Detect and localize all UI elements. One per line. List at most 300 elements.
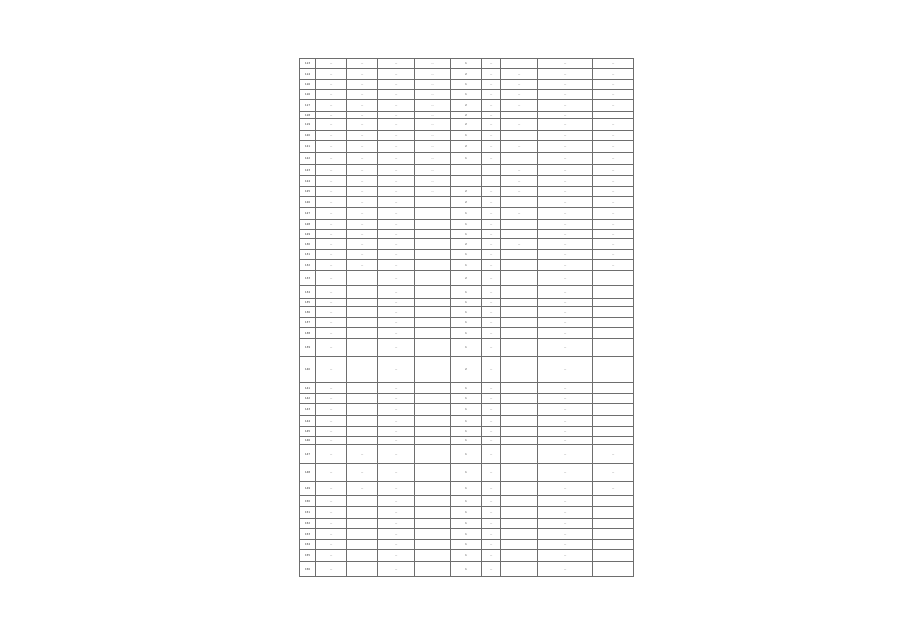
table-cell: [415, 328, 451, 339]
table-cell: 1: [451, 131, 482, 141]
table-cell: …: [378, 112, 415, 119]
row-number-cell: 133: [300, 271, 316, 286]
row-number-cell: 119: [300, 119, 316, 131]
table-cell: …: [347, 250, 378, 260]
table-cell: [415, 239, 451, 250]
row-number-cell: 129: [300, 230, 316, 239]
table-cell: …: [593, 239, 634, 250]
table-cell: …: [538, 394, 593, 404]
table-cell: 1: [451, 496, 482, 507]
row-number-cell: 139: [300, 339, 316, 357]
table-cell: [415, 394, 451, 404]
table-cell: …: [316, 394, 347, 404]
table-row: [300, 445, 634, 464]
table-cell: [415, 529, 451, 540]
table-cell: …: [316, 383, 347, 394]
table-cell: [593, 496, 634, 507]
table-cell: [501, 112, 538, 119]
table-cell: …: [538, 100, 593, 112]
table-cell: [501, 260, 538, 271]
table-row: [300, 286, 634, 299]
table-cell: …: [482, 80, 501, 90]
table-cell: [593, 507, 634, 519]
table-cell: …: [482, 357, 501, 383]
table-cell: …: [378, 80, 415, 90]
table-cell: [593, 562, 634, 577]
table-cell: 2: [451, 141, 482, 153]
table-cell: [593, 112, 634, 119]
table-cell: 1: [451, 427, 482, 437]
table-cell: …: [378, 404, 415, 416]
table-row: [300, 437, 634, 445]
table-cell: [415, 230, 451, 239]
table-row: [300, 507, 634, 519]
table-cell: …: [378, 540, 415, 550]
table-cell: …: [538, 416, 593, 427]
table-cell: [347, 519, 378, 529]
table-cell: …: [378, 197, 415, 208]
table-cell: [593, 271, 634, 286]
table-cell: …: [482, 187, 501, 197]
table-cell: 2: [451, 187, 482, 197]
row-number-cell: 114: [300, 69, 316, 80]
table-cell: …: [538, 141, 593, 153]
table-cell: …: [378, 165, 415, 176]
table-cell: …: [538, 507, 593, 519]
table-cell: …: [501, 141, 538, 153]
table-cell: [501, 197, 538, 208]
table-cell: …: [316, 550, 347, 562]
table-cell: …: [347, 482, 378, 496]
table-cell: …: [378, 220, 415, 230]
table-cell: …: [347, 100, 378, 112]
table-row: [300, 250, 634, 260]
table-row: [300, 562, 634, 577]
table-cell: …: [415, 100, 451, 112]
row-number-cell: 147: [300, 445, 316, 464]
table-cell: …: [482, 416, 501, 427]
table-cell: [347, 307, 378, 318]
table-cell: …: [378, 394, 415, 404]
table-cell: [501, 496, 538, 507]
table-cell: …: [316, 540, 347, 550]
table-cell: [501, 394, 538, 404]
table-cell: …: [538, 529, 593, 540]
table-cell: …: [482, 260, 501, 271]
table-cell: [501, 131, 538, 141]
table-cell: [501, 550, 538, 562]
table-cell: [501, 299, 538, 307]
table-cell: …: [378, 416, 415, 427]
row-number-cell: 152: [300, 519, 316, 529]
table-cell: …: [316, 59, 347, 69]
row-number-cell: 150: [300, 496, 316, 507]
table-cell: …: [482, 250, 501, 260]
table-row: [300, 69, 634, 80]
table-cell: …: [538, 299, 593, 307]
table-row: [300, 230, 634, 239]
table-row: [300, 307, 634, 318]
table-cell: [347, 540, 378, 550]
table-row: [300, 357, 634, 383]
table-cell: 1: [451, 59, 482, 69]
table-cell: [501, 153, 538, 165]
table-cell: [415, 437, 451, 445]
table-cell: [501, 445, 538, 464]
table-cell: …: [378, 208, 415, 220]
document-page: [299, 58, 615, 580]
table-cell: …: [482, 286, 501, 299]
table-body: [300, 59, 634, 577]
table-cell: …: [501, 176, 538, 187]
table-cell: …: [378, 339, 415, 357]
table-cell: …: [316, 286, 347, 299]
table-row: [300, 90, 634, 100]
table-cell: [415, 519, 451, 529]
table-cell: …: [538, 220, 593, 230]
table-row: [300, 394, 634, 404]
table-cell: 2: [451, 357, 482, 383]
table-cell: …: [378, 307, 415, 318]
table-cell: [415, 250, 451, 260]
table-cell: …: [593, 141, 634, 153]
table-cell: …: [347, 208, 378, 220]
table-row: [300, 187, 634, 197]
table-cell: …: [347, 176, 378, 187]
table-cell: 1: [451, 250, 482, 260]
table-cell: [593, 394, 634, 404]
table-row: [300, 299, 634, 307]
table-cell: 1: [451, 230, 482, 239]
table-cell: …: [482, 394, 501, 404]
table-cell: …: [347, 90, 378, 100]
table-cell: [593, 339, 634, 357]
row-number-cell: 148: [300, 464, 316, 482]
table-cell: …: [347, 197, 378, 208]
table-cell: [593, 437, 634, 445]
table-cell: …: [378, 328, 415, 339]
table-cell: [415, 339, 451, 357]
table-cell: …: [378, 59, 415, 69]
table-cell: …: [538, 250, 593, 260]
table-cell: …: [482, 100, 501, 112]
table-cell: …: [316, 141, 347, 153]
row-number-cell: 154: [300, 540, 316, 550]
table-cell: [347, 286, 378, 299]
table-cell: …: [316, 507, 347, 519]
table-cell: [593, 357, 634, 383]
table-cell: …: [538, 550, 593, 562]
table-cell: …: [482, 131, 501, 141]
table-cell: [347, 383, 378, 394]
table-cell: …: [538, 318, 593, 328]
table-cell: [501, 482, 538, 496]
table-cell: …: [482, 496, 501, 507]
table-cell: …: [316, 496, 347, 507]
table-cell: …: [482, 271, 501, 286]
table-cell: …: [482, 119, 501, 131]
table-cell: [501, 464, 538, 482]
table-cell: …: [593, 230, 634, 239]
table-cell: …: [347, 187, 378, 197]
table-cell: [593, 307, 634, 318]
table-cell: …: [538, 176, 593, 187]
row-number-cell: 128: [300, 220, 316, 230]
table-cell: [347, 427, 378, 437]
table-cell: …: [593, 197, 634, 208]
row-number-cell: 116: [300, 80, 316, 90]
row-number-cell: 123: [300, 165, 316, 176]
table-cell: …: [593, 187, 634, 197]
table-cell: …: [538, 90, 593, 100]
table-cell: …: [538, 562, 593, 577]
table-cell: …: [378, 482, 415, 496]
table-cell: …: [482, 220, 501, 230]
table-cell: …: [538, 383, 593, 394]
table-cell: …: [316, 339, 347, 357]
table-cell: …: [538, 131, 593, 141]
table-cell: [501, 529, 538, 540]
table-cell: …: [415, 187, 451, 197]
table-cell: [415, 260, 451, 271]
table-cell: …: [378, 318, 415, 328]
table-cell: …: [316, 328, 347, 339]
row-number-cell: 137: [300, 318, 316, 328]
table-cell: …: [378, 550, 415, 562]
row-number-cell: 149: [300, 482, 316, 496]
table-cell: [415, 427, 451, 437]
table-cell: …: [538, 59, 593, 69]
table-cell: [415, 562, 451, 577]
table-cell: [347, 507, 378, 519]
table-cell: …: [347, 165, 378, 176]
table-cell: 2: [451, 271, 482, 286]
table-cell: [501, 271, 538, 286]
table-cell: …: [482, 69, 501, 80]
table-cell: …: [316, 197, 347, 208]
table-cell: …: [347, 230, 378, 239]
table-cell: …: [501, 80, 538, 90]
table-cell: [501, 286, 538, 299]
table-cell: …: [482, 141, 501, 153]
row-number-cell: 138: [300, 328, 316, 339]
table-cell: [415, 208, 451, 220]
table-cell: [415, 286, 451, 299]
table-cell: …: [316, 307, 347, 318]
table-cell: [415, 416, 451, 427]
table-row: [300, 416, 634, 427]
row-number-cell: 113: [300, 59, 316, 69]
table-cell: 1: [451, 208, 482, 220]
table-cell: …: [482, 112, 501, 119]
table-cell: …: [593, 165, 634, 176]
table-cell: …: [378, 562, 415, 577]
table-cell: [347, 437, 378, 445]
table-cell: …: [378, 464, 415, 482]
row-number-cell: 155: [300, 550, 316, 562]
row-number-cell: 140: [300, 357, 316, 383]
table-cell: 1: [451, 519, 482, 529]
row-number-cell: 141: [300, 383, 316, 394]
row-number-cell: 117: [300, 100, 316, 112]
table-cell: …: [538, 339, 593, 357]
table-cell: [501, 328, 538, 339]
table-cell: …: [316, 90, 347, 100]
table-cell: …: [482, 197, 501, 208]
table-cell: [415, 197, 451, 208]
row-number-cell: 143: [300, 404, 316, 416]
table-cell: [593, 540, 634, 550]
table-cell: …: [378, 119, 415, 131]
table-cell: …: [347, 141, 378, 153]
table-cell: …: [378, 445, 415, 464]
table-cell: …: [482, 208, 501, 220]
table-row: [300, 80, 634, 90]
table-cell: …: [593, 119, 634, 131]
table-cell: …: [482, 519, 501, 529]
table-row: [300, 464, 634, 482]
table-cell: 1: [451, 445, 482, 464]
table-row: [300, 427, 634, 437]
table-cell: …: [415, 131, 451, 141]
row-number-cell: 126: [300, 197, 316, 208]
table-cell: 1: [451, 437, 482, 445]
table-cell: …: [316, 100, 347, 112]
table-cell: …: [378, 299, 415, 307]
table-cell: …: [593, 176, 634, 187]
table-cell: …: [316, 318, 347, 328]
table-cell: [482, 165, 501, 176]
table-cell: …: [316, 230, 347, 239]
table-cell: 1: [451, 416, 482, 427]
table-cell: …: [538, 496, 593, 507]
table-cell: [593, 328, 634, 339]
table-cell: …: [593, 90, 634, 100]
table-cell: 1: [451, 540, 482, 550]
table-cell: …: [482, 562, 501, 577]
table-cell: …: [347, 239, 378, 250]
table-cell: 1: [451, 90, 482, 100]
table-cell: …: [482, 445, 501, 464]
table-cell: …: [538, 239, 593, 250]
table-cell: …: [482, 383, 501, 394]
table-cell: [501, 220, 538, 230]
table-cell: [501, 318, 538, 328]
table-cell: 2: [451, 197, 482, 208]
row-number-cell: 145: [300, 427, 316, 437]
table-cell: [347, 416, 378, 427]
table-row: [300, 404, 634, 416]
table-cell: …: [501, 187, 538, 197]
table-cell: 1: [451, 529, 482, 540]
table-cell: …: [593, 80, 634, 90]
table-cell: [415, 318, 451, 328]
table-cell: …: [378, 496, 415, 507]
table-cell: [415, 271, 451, 286]
table-cell: …: [316, 112, 347, 119]
row-number-cell: 127: [300, 208, 316, 220]
row-number-cell: 156: [300, 562, 316, 577]
table-cell: 1: [451, 339, 482, 357]
row-number-cell: 121: [300, 141, 316, 153]
table-cell: 1: [451, 394, 482, 404]
table-cell: …: [538, 80, 593, 90]
table-cell: …: [501, 69, 538, 80]
table-cell: [415, 307, 451, 318]
table-cell: …: [347, 59, 378, 69]
table-cell: [593, 519, 634, 529]
row-number-cell: 135: [300, 299, 316, 307]
table-row: [300, 271, 634, 286]
table-row: [300, 519, 634, 529]
table-cell: …: [538, 165, 593, 176]
table-row: [300, 59, 634, 69]
row-number-cell: 132: [300, 260, 316, 271]
table-cell: [593, 550, 634, 562]
table-row: [300, 153, 634, 165]
table-cell: …: [378, 507, 415, 519]
table-cell: …: [482, 529, 501, 540]
table-cell: [347, 562, 378, 577]
table-cell: …: [415, 80, 451, 90]
table-cell: [415, 496, 451, 507]
table-row: [300, 100, 634, 112]
table-row: [300, 540, 634, 550]
table-cell: 1: [451, 220, 482, 230]
table-cell: …: [316, 220, 347, 230]
table-cell: …: [482, 464, 501, 482]
table-cell: [501, 540, 538, 550]
table-cell: …: [501, 165, 538, 176]
table-cell: 2: [451, 69, 482, 80]
table-cell: …: [316, 260, 347, 271]
table-cell: …: [482, 153, 501, 165]
table-row: [300, 339, 634, 357]
table-cell: 1: [451, 318, 482, 328]
table-cell: …: [501, 119, 538, 131]
table-cell: 1: [451, 307, 482, 318]
table-cell: …: [347, 464, 378, 482]
table-cell: [415, 357, 451, 383]
table-cell: …: [347, 131, 378, 141]
table-cell: …: [482, 550, 501, 562]
table-cell: 1: [451, 153, 482, 165]
table-cell: …: [316, 239, 347, 250]
table-cell: …: [347, 445, 378, 464]
table-cell: …: [378, 239, 415, 250]
table-cell: [501, 307, 538, 318]
table-row: [300, 176, 634, 187]
table-cell: …: [378, 286, 415, 299]
table-row: [300, 208, 634, 220]
table-cell: 2: [451, 119, 482, 131]
table-row: [300, 529, 634, 540]
table-cell: 1: [451, 550, 482, 562]
table-cell: …: [482, 59, 501, 69]
table-cell: 1: [451, 286, 482, 299]
table-cell: …: [316, 165, 347, 176]
table-cell: [501, 416, 538, 427]
table-cell: …: [538, 153, 593, 165]
table-cell: …: [316, 187, 347, 197]
row-number-cell: 136: [300, 307, 316, 318]
table-cell: [415, 299, 451, 307]
table-cell: 1: [451, 260, 482, 271]
table-cell: …: [378, 260, 415, 271]
table-cell: …: [378, 230, 415, 239]
table-cell: [501, 59, 538, 69]
table-cell: [415, 383, 451, 394]
